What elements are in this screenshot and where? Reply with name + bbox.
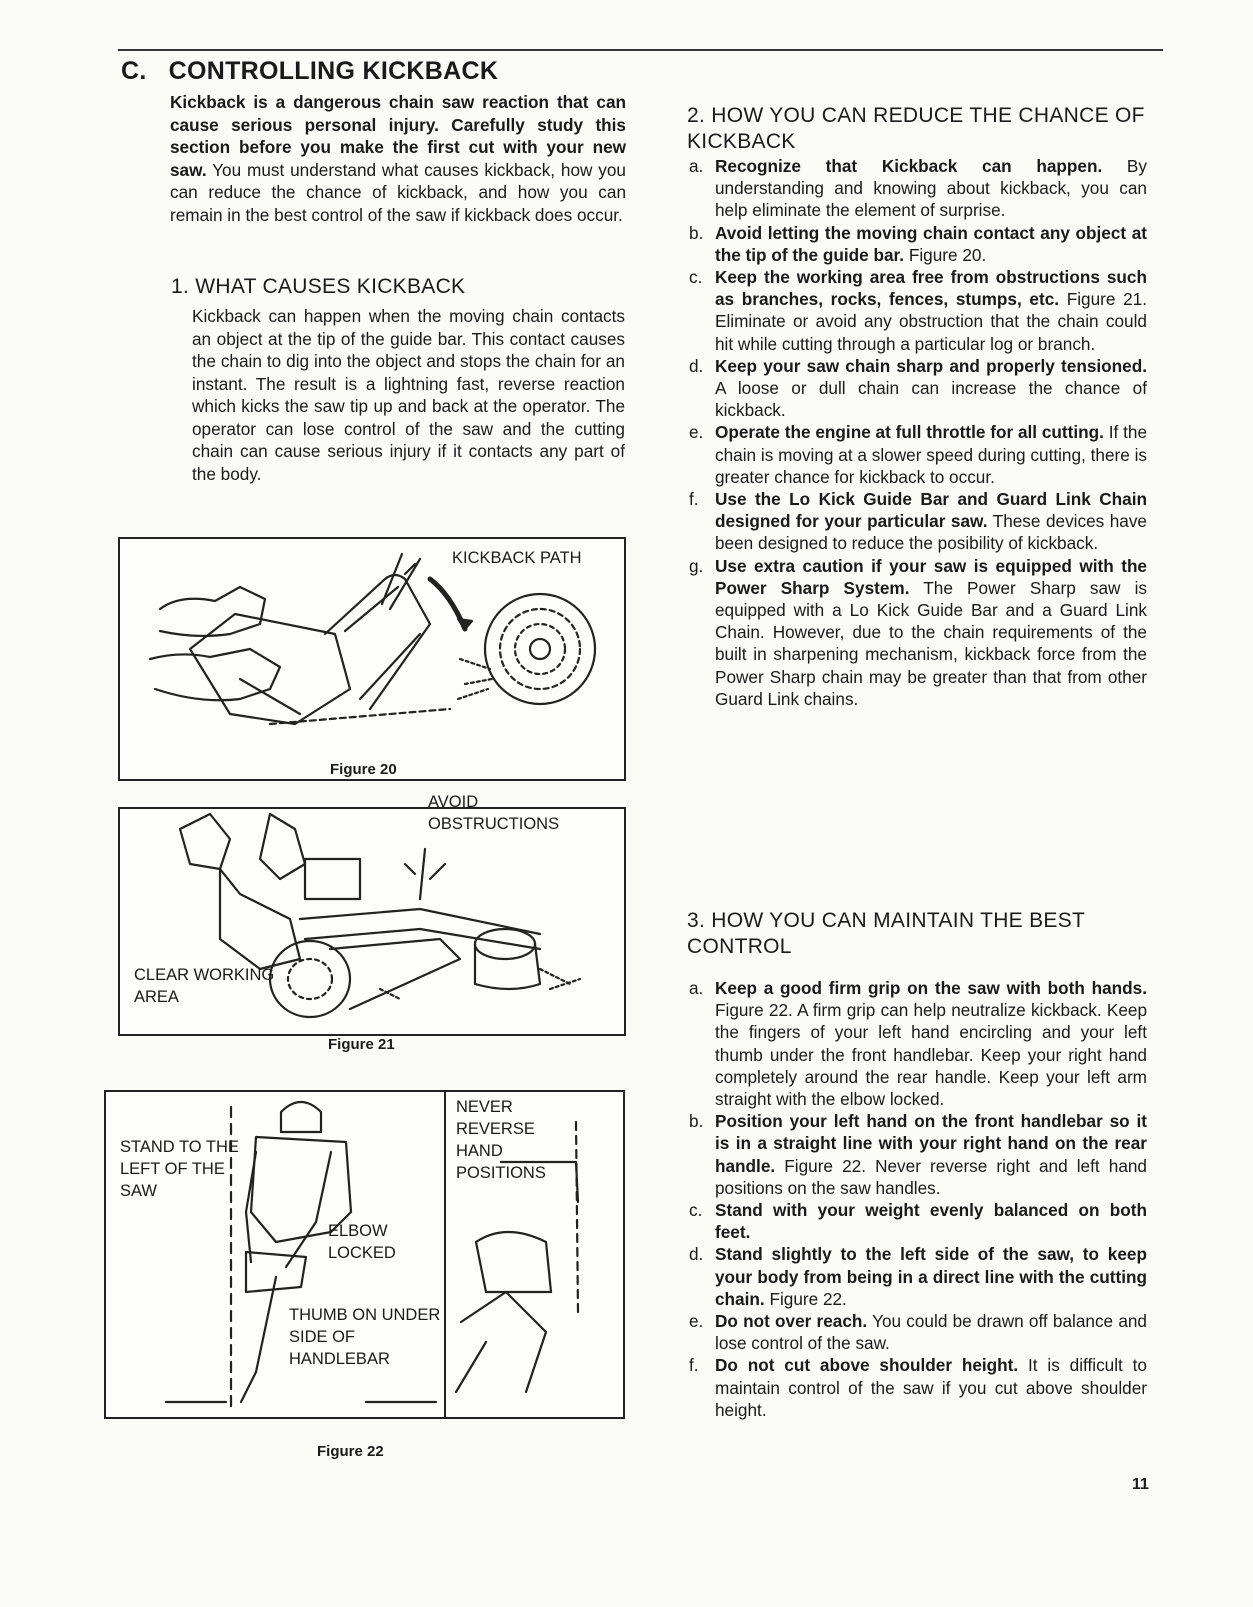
figure-20-illustration	[118, 537, 626, 781]
item-bold: Use extra caution if your saw is equipped with the Power Sharp System.	[715, 555, 1147, 598]
item-bold: Operate the engine at full throttle for all cutting.	[715, 422, 1104, 443]
list-item	[689, 1199, 1147, 1243]
item-bold: Keep a good firm grip on the saw with both hands.	[715, 978, 1147, 998]
what-causes-paragraph: Kickback can happen when the moving chain contacts an object at the tip of the guide bar. This contact causes the chain to dig into the object and stops the chain for an instant. The result is a lightning fast, reverse reaction which kicks the saw tip up and back at the operator. The operator can lose control of the saw and the cutting chain can cause serious injury if it contacts any part of the body.	[192, 306, 625, 484]
reduce-list	[689, 155, 1148, 710]
item-marker: d.	[689, 1244, 704, 1265]
figure-22-caption: Figure 22	[317, 1443, 384, 1460]
item-text: Figure 22. Never reverse right and left hand positions on the saw handles.	[715, 1155, 1147, 1198]
figure-21-caption: Figure 21	[328, 1036, 395, 1053]
item-marker: c.	[689, 267, 703, 288]
item-bold: Position your left hand on the front handlebar so it is in a straight line with your right hand on the rear handle.	[715, 1111, 1147, 1176]
reduce-heading: 2. HOW YOU CAN REDUCE THE CHANCE OF KICKBACK	[687, 104, 1145, 153]
item-text: It is difficult to maintain control of the saw if you cut above shoulder height.	[715, 1355, 1147, 1420]
item-text: If the chain is moving at a slower speed during cutting, there is greater chance for kickback to occur.	[715, 422, 1148, 487]
item-marker: a.	[689, 978, 704, 998]
list-item	[689, 1310, 1147, 1354]
item-marker: e.	[689, 1311, 704, 1332]
item-bold: Stand slightly to the left side of the saw, to keep your body from being in a direct line with the cutting chain.	[715, 1244, 1147, 1309]
item-marker: f.	[689, 1355, 699, 1376]
list-item	[689, 155, 1147, 222]
clear-working-area-label: CLEAR WORKING AREA	[134, 966, 275, 1006]
stand-left-label: STAND TO THE LEFT OF THE SAW	[120, 1138, 239, 1200]
intro-bold: Kickback is a dangerous chain saw reaction that can cause serious personal injury. Carefully study this section before you make the first cut with your new saw.	[170, 92, 626, 180]
list-item	[689, 355, 1147, 422]
kickback-path-label: KICKBACK PATH	[452, 549, 582, 567]
item-bold: Do not over reach.	[715, 1311, 868, 1332]
item-marker: b.	[689, 1111, 704, 1132]
item-text: A loose or dull chain can increase the chance of kickback.	[715, 378, 1147, 421]
item-bold: Recognize that Kickback can happen.	[715, 156, 1103, 176]
item-text: Figure 20.	[904, 244, 987, 265]
figure-22-illustration	[104, 1090, 625, 1419]
item-bold: Stand with your weight evenly balanced on both feet.	[715, 1200, 1147, 1243]
item-marker: c.	[689, 1200, 703, 1221]
list-item	[689, 977, 1147, 1110]
top-rule	[118, 49, 1163, 51]
item-text: By understanding and knowing about kickback, you can help eliminate the element of surprise.	[715, 156, 1147, 221]
item-bold: Use the Lo Kick Guide Bar and Guard Link Chain designed for your particular saw.	[715, 489, 1147, 532]
item-text: The Power Sharp saw is equipped with a Lo Kick Guide Bar and a Guard Link Chain. However, due to the chain requirements of the built in sharpening mechanism, kickback force from the Power Sharp chain may be greater than that from other Guard Link chains.	[715, 577, 1147, 709]
list-item	[689, 1354, 1147, 1421]
item-text: Figure 21. Eliminate or avoid any obstruction that the chain could hit while cutting through a particular log or branch.	[715, 289, 1147, 354]
what-causes-heading: 1. WHAT CAUSES KICKBACK	[171, 275, 466, 298]
intro-text: You must understand what causes kickback, how you can reduce the chance of kickback, and how you can remain in the best control of the saw if kickback does occur.	[170, 159, 626, 225]
maintain-list	[689, 977, 1147, 1421]
section-heading	[121, 57, 498, 86]
elbow-locked-label: ELBOW LOCKED	[328, 1222, 396, 1262]
thumb-under-handlebar-label: THUMB ON UNDER SIDE OF HANDLEBAR	[289, 1306, 441, 1368]
maintain-heading: 3. HOW YOU CAN MAINTAIN THE BEST CONTROL	[687, 909, 1085, 958]
item-text: Figure 22. A firm grip can help neutralize kickback. Keep the fingers of your left hand encircling and your left thumb under the front handlebar. Keep your right hand completely around the rear handle. Keep your left arm straight with the elbow locked.	[715, 1000, 1147, 1110]
section-letter: C.	[121, 57, 147, 85]
item-bold: Keep your saw chain sharp and properly tensioned.	[715, 355, 1147, 376]
page-number: 11	[1132, 1476, 1149, 1493]
list-item	[689, 1110, 1147, 1199]
list-item	[689, 421, 1148, 488]
item-text: You could be drawn off balance and lose control of the saw.	[715, 1311, 1147, 1354]
list-item	[689, 1243, 1147, 1310]
item-marker: f.	[689, 489, 699, 510]
avoid-obstructions-label: AVOID OBSTRUCTIONS	[428, 793, 560, 833]
figure-21-illustration	[118, 793, 626, 1036]
figure-20-caption: Figure 20	[330, 761, 397, 778]
list-item	[689, 266, 1147, 355]
item-bold: Keep the working area free from obstructions such as branches, rocks, fences, stumps, etc.	[715, 267, 1147, 310]
item-marker: d.	[689, 355, 704, 376]
list-item	[689, 488, 1147, 555]
list-item	[689, 555, 1147, 710]
item-bold: Do not cut above shoulder height.	[715, 1355, 1019, 1376]
never-reverse-label: NEVER REVERSE HAND POSITIONS	[456, 1098, 546, 1182]
intro-paragraph	[170, 91, 626, 226]
item-marker: b.	[689, 222, 704, 243]
section-title: CONTROLLING KICKBACK	[168, 57, 499, 85]
item-marker: g.	[689, 555, 704, 576]
item-marker: e.	[689, 422, 704, 443]
item-text: These devices have been designed to reduce the posibility of kickback.	[715, 511, 1147, 554]
list-item	[689, 222, 1147, 266]
item-marker: a.	[689, 156, 704, 176]
item-bold: Avoid letting the moving chain contact any object at the tip of the guide bar.	[715, 222, 1147, 265]
item-text: Figure 22.	[764, 1288, 847, 1309]
kickback-illustration	[120, 539, 624, 779]
